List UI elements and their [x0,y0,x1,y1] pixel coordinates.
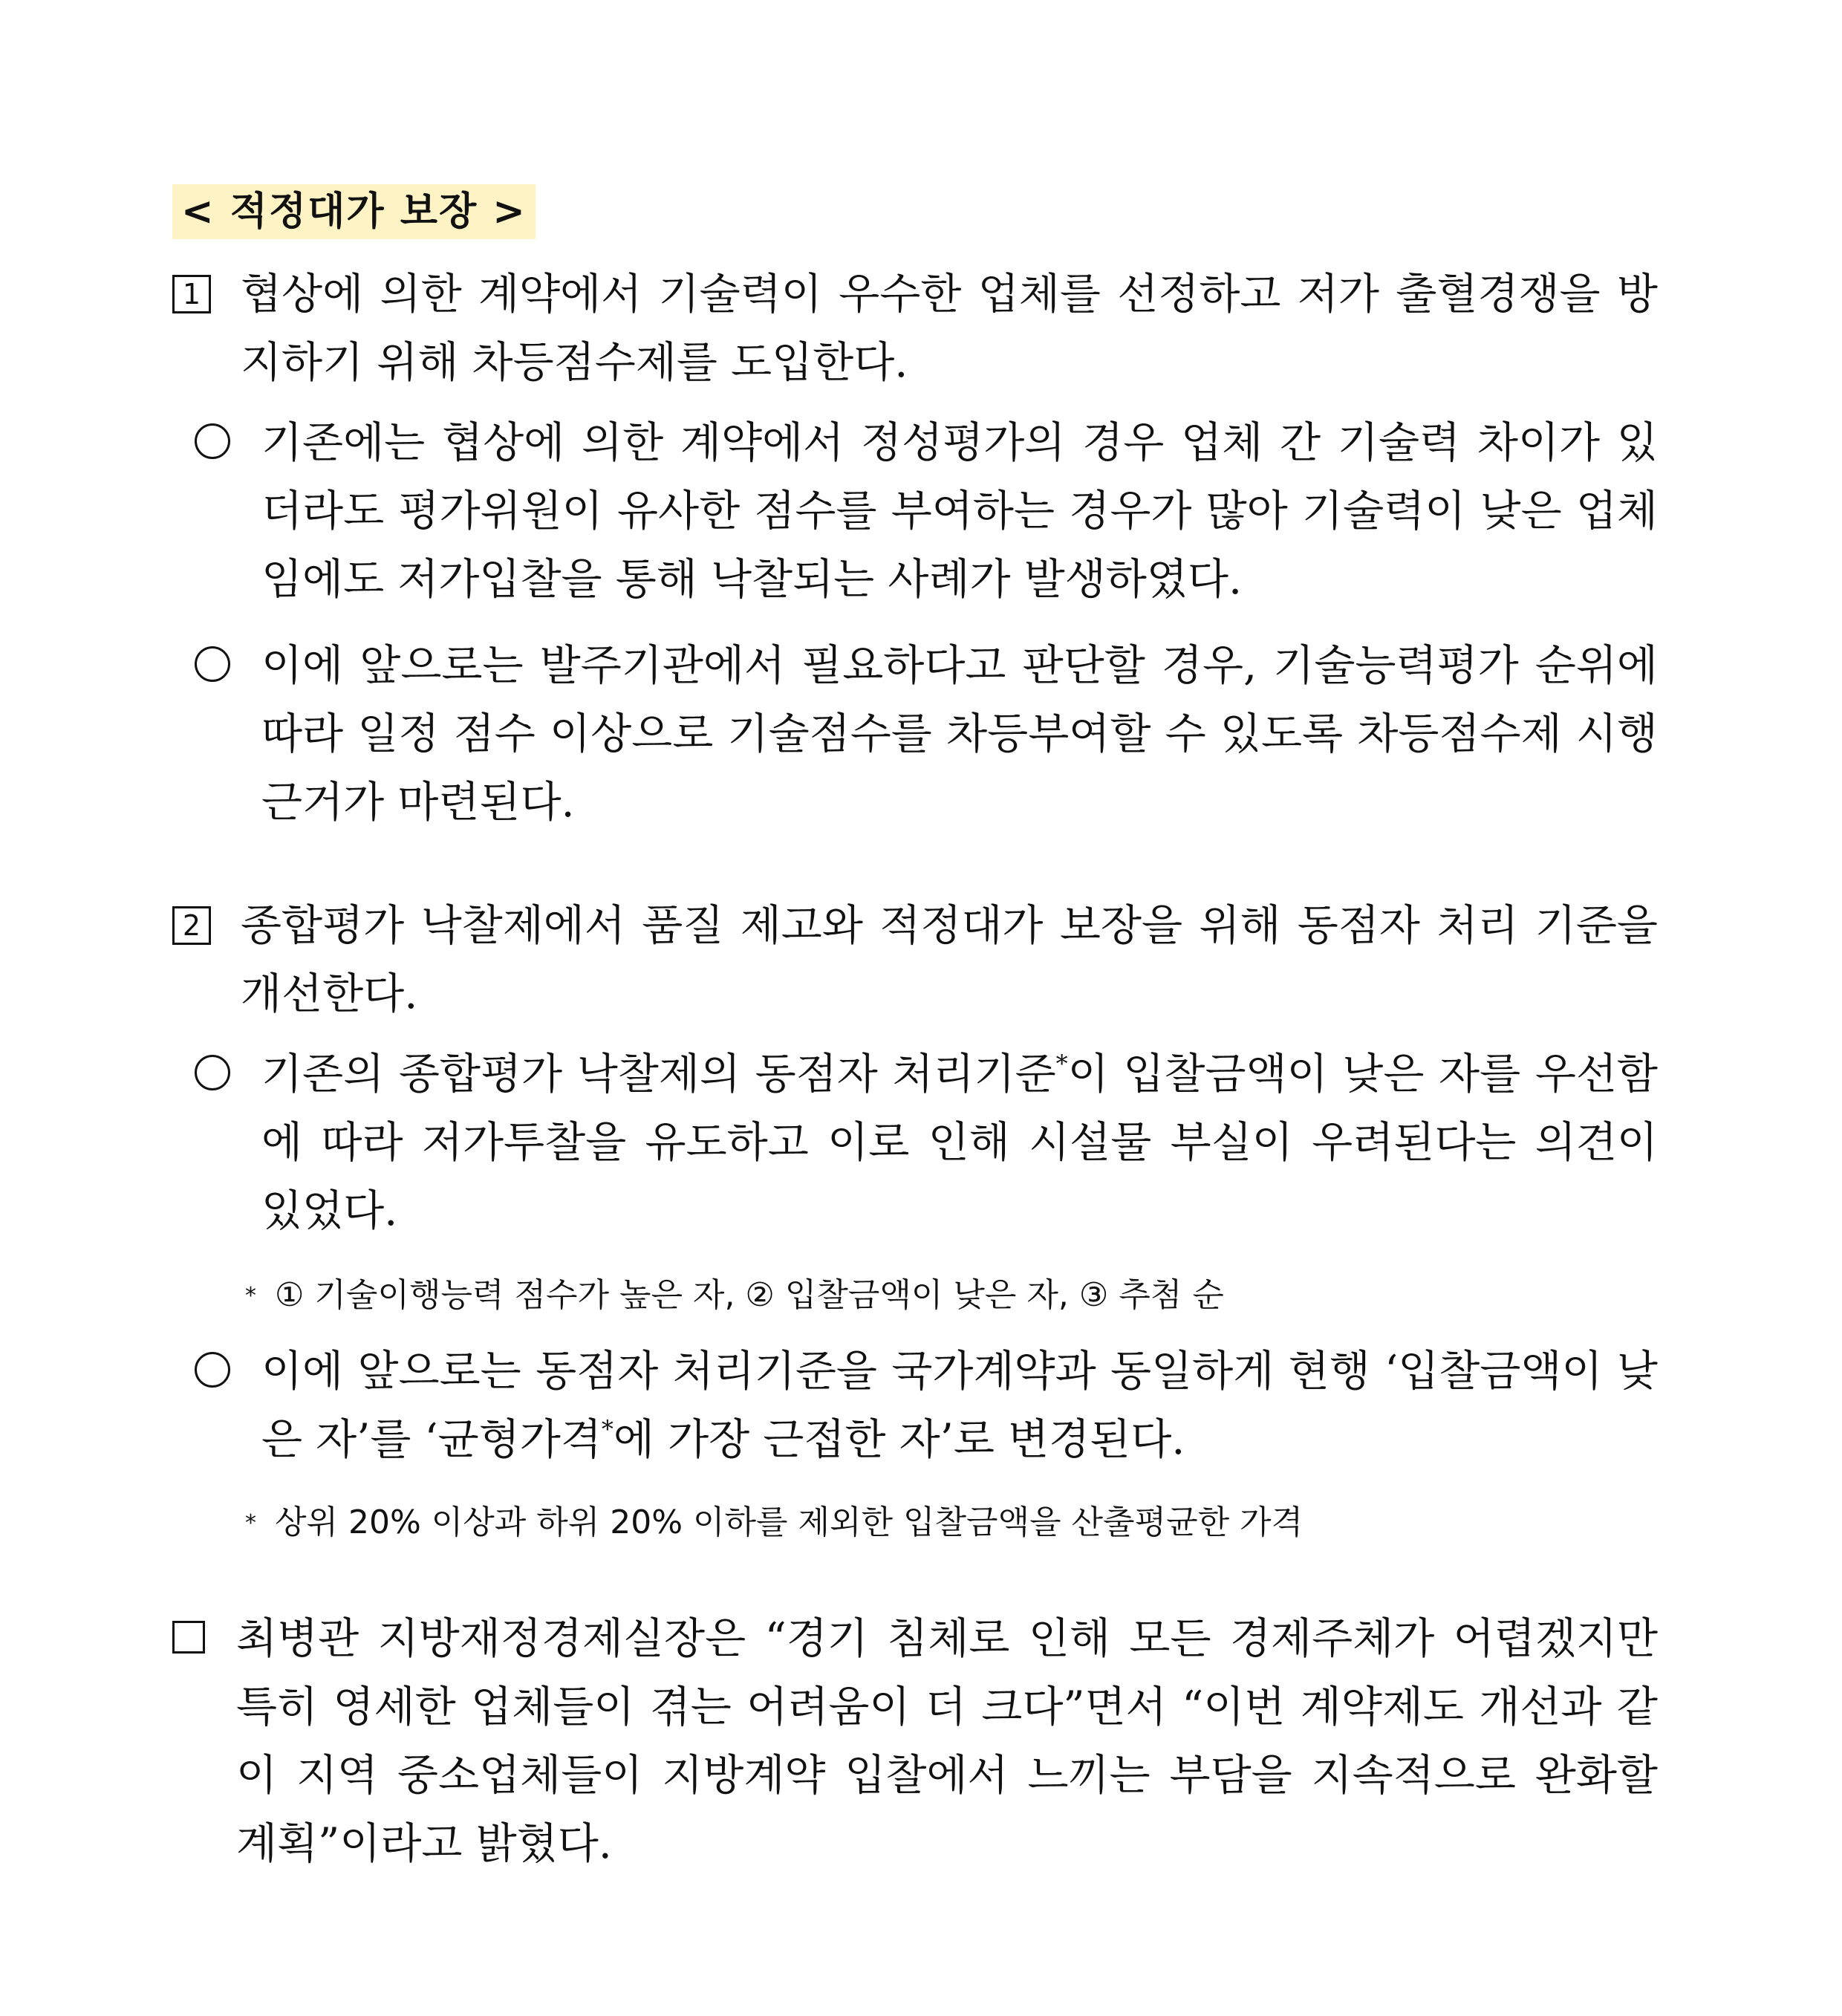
section-1-bullet-2 [195,631,1658,836]
section-heading: < 적정대가 보장 > [172,184,536,239]
section-1-text: 협상에 의한 계약에서 기술력이 우수한 업체를 선정하고 저가 출혈경쟁을 방지하기 위해 차등점수제를 도입한다. [241,270,1658,387]
footnote-2-text: 상위 20% 이상과 하위 20% 이하를 제외한 입찰금액을 산출평균한 가격 [275,1503,1304,1541]
footnote-1 [245,1272,1656,1320]
bullet-text-part: 이에 앞으로는 동점자 처리기준을 국가계약과 동일하게 현행 ‘입찰금액이 낮은 자’를 ‘균형가격 [261,1347,1658,1464]
section-2-bullet-2-text [261,1337,1658,1474]
section-2-number-box: 2 [172,906,211,945]
circle-bullet-icon [195,1055,230,1090]
circle-bullet-icon [195,423,230,459]
section-1-item [172,260,1658,397]
section-2-bullet-2 [195,1337,1658,1474]
footnote-star: * [245,1283,256,1309]
bullet-text-part: 이 입찰금액이 낮은 자를 우선함에 따라 저가투찰을 유도하고 이로 인해 시설물 부실이 우려된다는 의견이 있었다. [261,1050,1658,1235]
section-2-text: 종합평가 낙찰제에서 품질 제고와 적정대가 보장을 위해 동점자 처리 기준을 개선한다. [241,901,1658,1018]
section-1-number-box: 1 [172,275,211,313]
section-2-item [172,891,1658,1028]
section-2-bullet-1 [195,1040,1658,1245]
section-1-bullet-1-text: 기존에는 협상에 의한 계약에서 정성평가의 경우 업체 간 기술력 차이가 있더라도 평가위원이 유사한 점수를 부여하는 경우가 많아 기술력이 낮은 업체임에도 저가입찰을 통해 낙찰되는 사례가 발생하였다. [261,418,1658,604]
closing-text: 최병관 지방재정경제실장은 “경기 침체로 인해 모든 경제주체가 어렵겠지만 특히 영세한 업체들이 겪는 어려움이 더 크다”면서 “이번 계약제도 개선과 같이 지역 중소업체들이 지방계약 입찰에서 느끼는 부담을 지속적으로 완화할 계획”이라고 밝혔다. [236,1614,1658,1868]
bullet-text-part: 기존의 종합평가 낙찰제의 동점자 처리기준 [261,1050,1056,1099]
footnote-mark: * [1055,1050,1068,1078]
closing-paragraph [172,1604,1658,1878]
footnote-star: * [245,1510,256,1536]
circle-bullet-icon [195,646,230,682]
footnote-mark: * [601,1415,614,1443]
section-1-bullet-2-text: 이에 앞으로는 발주기관에서 필요하다고 판단할 경우, 기술능력평가 순위에 따라 일정 점수 이상으로 기술점수를 차등부여할 수 있도록 차등점수제 시행 근거가 마련된다. [261,641,1658,827]
square-bullet-icon [172,1621,205,1654]
bullet-text-part: 에 가장 근접한 자’로 변경된다. [613,1415,1185,1464]
section-2-bullet-1-text [261,1040,1658,1245]
footnote-1-text: ① 기술이행능력 점수가 높은 자, ② 입찰금액이 낮은 자, ③ 추첨 순 [275,1276,1224,1314]
footnote-2 [245,1499,1656,1547]
section-1-bullet-1 [195,409,1658,614]
circle-bullet-icon [195,1352,230,1388]
